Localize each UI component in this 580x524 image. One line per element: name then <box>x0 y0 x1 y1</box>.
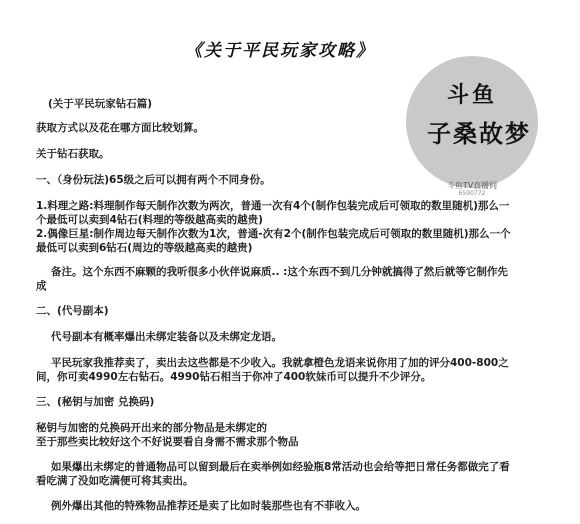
paragraph-note-line2: 成 <box>36 280 47 292</box>
paragraph-unbound-line1: 如果爆出未绑定的普通物品可以留到最后在卖举例如经验瓶8常活动也会给等把日常任务都做完了看 <box>51 461 510 473</box>
heading-keys-codes: 三、(秘钥与加密 兑换码) <box>36 396 155 408</box>
heading-identity-gameplay: 一、（身份玩法)65级之后可以拥有两个不同身份。 <box>36 174 271 186</box>
logo-streamer-name: 子桑故梦 <box>427 119 531 148</box>
paragraph-keys-line2: 至于那些卖比较好这个不好说要看自身需不需求那个物品 <box>36 436 299 448</box>
paragraph-unbound-line2: 看吃满了没如吃满便可将其卖出。 <box>36 475 194 487</box>
paragraph-sell-line2: 间，你可卖4990左右钻石。4990钻石相当于你冲了400软妹币可以提升不少评分。 <box>36 371 432 383</box>
paragraph-cooking-line1: 1.料理之路:料理制作每天制作次数为两次，普通一次有4个(制作包装完成后可领取的数里随机)那么一 <box>36 200 510 212</box>
paragraph-note-line1: 备注。这个东西不麻颗的我听很多小伙伴说麻质.. :这个东西不到几分钟就搞得了然后就等它制作先 <box>51 266 508 278</box>
paragraph-idol-line1: 2.偶像巨星:制作周边每天制作次数为1次，普通-次有2个(制作包装完成后可领取的数里随机)那么一个 <box>36 228 511 240</box>
logo-room-label: 斗鱼TV直播间 <box>446 181 498 190</box>
logo-room-number: 6590772 <box>458 190 486 197</box>
page-title: 《关于平民玩家攻略》 <box>185 41 375 61</box>
paragraph-special-items: 例外爆出其他的特殊物品推荐还是卖了比如时装那些也有不菲收入。 <box>51 500 366 512</box>
heading-codename-dungeon: 二、(代号副本) <box>36 305 109 317</box>
streamer-logo <box>404 56 554 206</box>
paragraph-keys-line1: 秘钥与加密的兑换码开出来的部分物品是未绑定的 <box>36 422 267 434</box>
paragraph-idol-line2: 最低可以卖到6钻石(周边的等级越高卖的越贵) <box>36 242 253 254</box>
paragraph-cooking-line2: 个最低可以卖到4钻石(料理的等级越高卖的越贵) <box>36 214 263 226</box>
paragraph-diamond-acquire: 关于钻石获取。 <box>36 148 110 160</box>
paragraph-sell-line1: 平民玩家我推荐卖了，卖出去这些都是不少收入。我就拿橙色龙语来说你用了加的评分400-800之 <box>51 357 509 369</box>
section-heading-diamond: (关于平民玩家钻石篇) <box>48 98 153 110</box>
logo-platform-name: 斗鱼 <box>446 82 497 108</box>
paragraph-dungeon-drops: 代号副本有概率爆出未绑定装备以及未绑定龙语。 <box>51 331 282 343</box>
paragraph-intro: 获取方式以及花在哪方面比较划算。 <box>36 122 204 134</box>
